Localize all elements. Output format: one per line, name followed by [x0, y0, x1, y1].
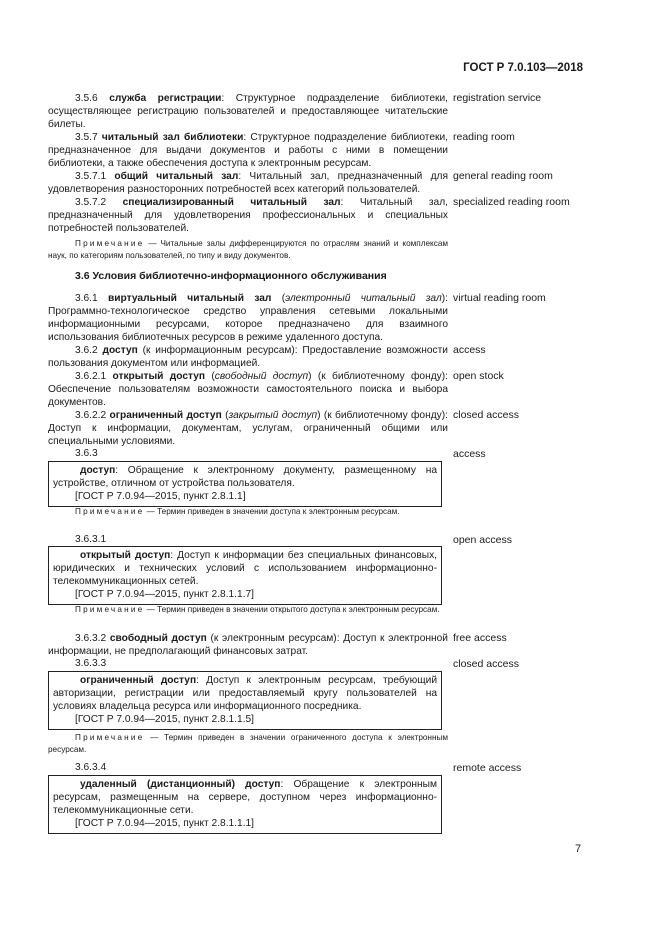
term: открытый доступ	[112, 371, 206, 382]
term: специализированный читальный зал	[122, 197, 341, 208]
page-number: 7	[575, 843, 582, 855]
term-en-access: access	[453, 344, 486, 356]
entry-3-6-2-2: 3.6.2.2 ограниченный доступ (закрытый доступ) (к библиотечному фонду): Доступ к информации, документам, услугам, ограниченный общими или специальными условиями.	[48, 410, 448, 447]
definition-box-3-6-3-1: открытый доступ: Доступ к информации без специальных финансовых, юридических и технических условий с использованием информационно-телекоммуникационных сетей. [ГОСТ Р 7.0.94—2015, пункт 2.8.1.1.7]	[48, 546, 442, 605]
source-reference: [ГОСТ Р 7.0.94—2015, пункт 2.8.1.1.5]	[75, 714, 255, 725]
entry-3-5-7-1: 3.5.7.1 общий читальный зал: Читальный зал, предназначенный для удовлетворения разносторонних потребностей всех категорий пользователей.	[48, 171, 448, 195]
source-reference: [ГОСТ Р 7.0.94—2015, пункт 2.8.1.1.1]	[75, 818, 255, 829]
term-en-reading-room: reading room	[453, 131, 515, 143]
term-en-closed-access: closed access	[453, 409, 519, 421]
term-en-open-access: open access	[453, 534, 512, 546]
term: доступ	[80, 465, 116, 476]
entry-number-3-6-3: 3.6.3	[75, 448, 98, 459]
entry-3-5-7: 3.5.7 читальный зал библиотеки: Структурное подразделение библиотеки, предназначенное для выдачи документов и работы с ними в помещении библиотеки, а также обеспечения доступа к электронным ресурсам.	[48, 132, 448, 169]
entry-3-5-6: 3.5.6 служба регистрации: Структурное подразделение библиотеки, осуществляющее регистрацию пользователей и предоставляющее читательские билеты.	[48, 93, 448, 130]
definition-box-3-6-3-3: ограниченный доступ: Доступ к электронным ресурсам, требующий авторизации, регистрации или предоставляемый кругу пользователей на условиях владельца ресурса или информационного посредника. [ГОСТ Р 7.0.94—2015, пункт 2.8.1.1.5]	[48, 671, 442, 730]
entry-number-3-6-3-1: 3.6.3.1	[75, 534, 107, 545]
entry-number-3-6-3-4: 3.6.3.4	[75, 762, 107, 773]
term-en-remote-access: remote access	[453, 762, 522, 774]
standard-header: ГОСТ Р 7.0.103—2018	[463, 62, 583, 74]
term: служба регистрации	[109, 93, 222, 104]
definition-box-3-6-3: доступ: Обращение к электронному документу, размещенному на устройстве, отличном от устройства пользователя. [ГОСТ Р 7.0.94—2015, пункт 2.8.1.1]	[48, 461, 442, 507]
term: свободный доступ	[109, 633, 207, 644]
note-closed-access: Примечание — Термин приведен в значении ограниченного доступа к электронным ресурсам.	[48, 733, 448, 754]
entry-3-6-1: 3.6.1 виртуальный читальный зал (электронный читальный зал): Программно-технологическое средство управления сетевыми локальными информационными ресурсами, которое предназначено для взаимного использования библиотечных ресурсов в режиме удаленного доступа.	[48, 293, 448, 343]
term: ограниченный доступ	[80, 675, 197, 686]
source-reference: [ГОСТ Р 7.0.94—2015, пункт 2.8.1.1.7]	[75, 589, 255, 600]
term: виртуальный читальный зал	[108, 293, 272, 304]
term-en-specialized-reading-room: specialized reading room	[453, 196, 570, 208]
source-reference: [ГОСТ Р 7.0.94—2015, пункт 2.8.1.1]	[75, 491, 246, 502]
term: ограниченный доступ	[109, 410, 222, 421]
term: доступ	[102, 345, 138, 356]
entry-3-6-2-1: 3.6.2.1 открытый доступ (свободный доступ) (к библиотечному фонду): Обеспечение пользователям возможности самостоятельного поиска и выбора документов.	[48, 371, 448, 408]
term-en-virtual-reading-room: virtual reading room	[453, 292, 546, 304]
entry-3-5-7-2: 3.5.7.2 специализированный читальный зал: Читальный зал, предназначенный для удовлетворения профессиональных и специальных потребностей пользователей.	[48, 197, 448, 234]
entry-3-6-2: 3.6.2 доступ (к информационным ресурсам): Предоставление возможности пользования документом или информацией.	[48, 345, 448, 369]
note-access: Примечание — Термин приведен в значении доступа к электронным ресурсам.	[75, 507, 400, 516]
entry-3-6-3-2: 3.6.3.2 свободный доступ (к электронным ресурсам): Доступ к электронной информации, не предполагающий финансовых затрат.	[48, 633, 448, 657]
definition-box-3-6-3-4: удаленный (дистанционный) доступ: Обращение к электронным ресурсам, размещенным на сервере, доступном через информационно-телекоммуникационные сети. [ГОСТ Р 7.0.94—2015, пункт 2.8.1.1.1]	[48, 775, 442, 834]
term: общий читальный зал	[114, 171, 239, 182]
term: открытый доступ	[80, 550, 171, 561]
note-open-access: Примечание — Термин приведен в значении открытого доступа к электронным ресурсам.	[75, 605, 440, 614]
note-reading-rooms: Примечание — Читальные залы дифференцируются по отраслям знаний и комплексам наук, по категориям пользователей, по типу и виду документов.	[48, 239, 448, 260]
term-en-general-reading-room: general reading room	[453, 170, 553, 182]
term-en-closed-access-2: closed access	[453, 658, 519, 670]
term-en-free-access: free access	[453, 632, 507, 644]
term-en-registration-service: registration service	[453, 92, 542, 104]
entry-number-3-6-3-3: 3.6.3.3	[75, 658, 107, 669]
term-en-open-stock: open stock	[453, 370, 504, 382]
section-title-3-6: 3.6 Условия библиотечно-информационного обслуживания	[75, 270, 387, 282]
term: читальный зал библиотеки	[101, 132, 244, 143]
term-en-access-2: access	[453, 448, 486, 460]
term: удаленный (дистанционный) доступ	[80, 779, 281, 790]
